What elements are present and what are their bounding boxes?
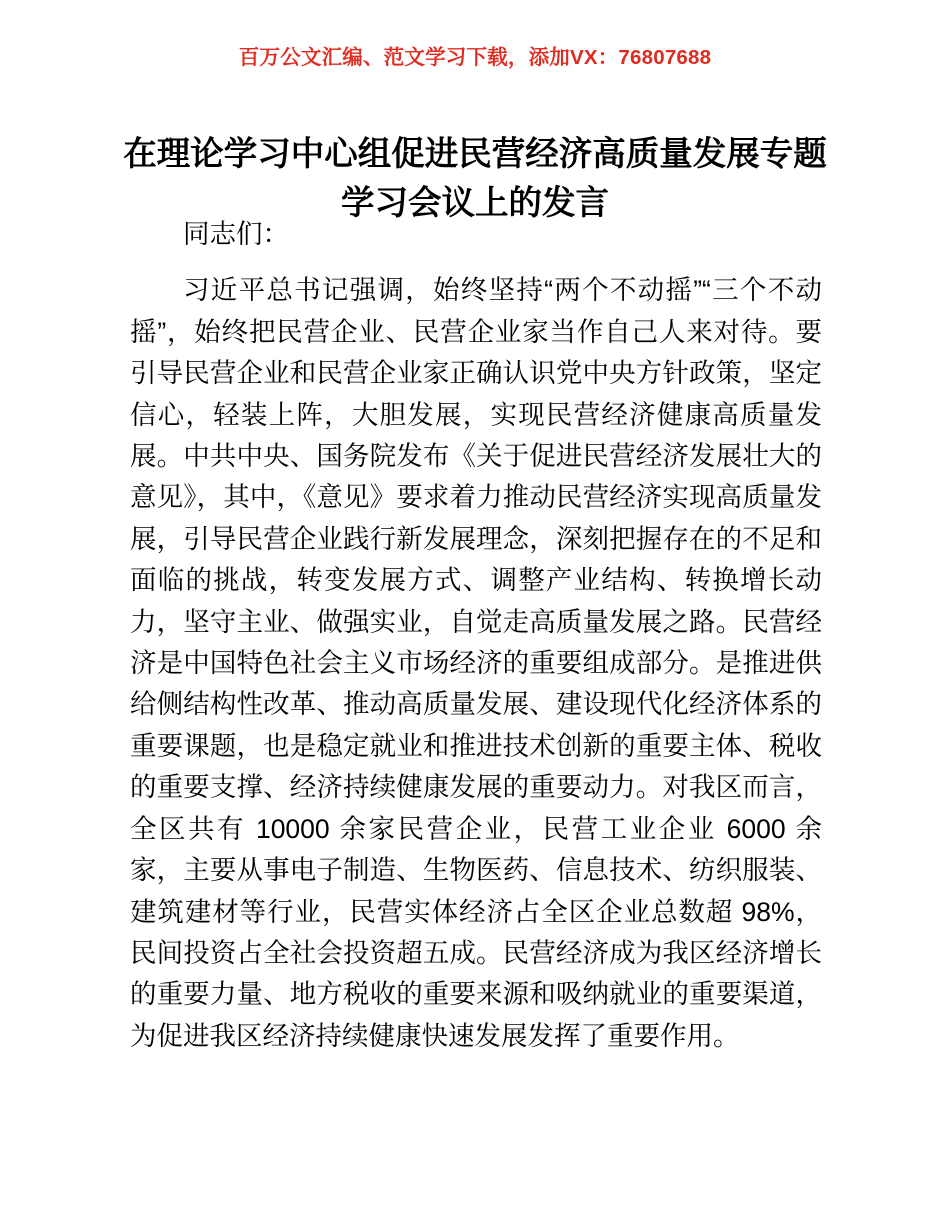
document-body [130, 214, 822, 1057]
salutation-line: 同志们： [183, 219, 289, 249]
promo-banner-text: 百万公文汇编、范文学习下载，添加VX：76807688 [238, 46, 712, 69]
body-paragraph: 习近平总书记强调，始终坚持“两个不动摇”“三个不动摇”，始终把民营企业、民营企业家当作自己人来对待。要引导民营企业和民营企业家正确认识党中央方针政策，坚定信心，轻装上阵，大胆发展，实现民营经济健康高质量发展。中共中央、国务院发布《关于促进民营经济发展壮大的意见》，其中，《意见》要求着力推动民营经济实现高质量发展，引导民营企业践行新发展理念，深刻把握存在的不足和面临的挑战，转变发展方式、调整产业结构、转换增长动力，坚守主业、做强实业，自觉走高质量发展之路。民营经济是中国特色社会主义市场经济的重要组成部分。是推进供给侧结构性改革、推动高质量发展、建设现代化经济体系的重要课题，也是稳定就业和推进技术创新的重要主体、税收的重要支撑、经济持续健康发展的重要动力。对我区而言，全区共有 10000 余家民营企业，民营工业企业 6000 余家，主要从事电子制造、生物医药、信息技术、纺织服装、建筑建材等行业，民营实体经济占全区企业总数超 98%，民间投资占全社会投资超五成。民营经济成为我区经济增长的重要力量、地方税收的重要来源和吸纳就业的重要渠道，为促进我区经济持续健康快速发展发挥了重要作用。 [130, 275, 822, 1051]
promo-banner [0, 46, 950, 71]
page-title: 在理论学习中心组促进民营经济高质量发展专题学习会议上的发言 [123, 136, 827, 223]
